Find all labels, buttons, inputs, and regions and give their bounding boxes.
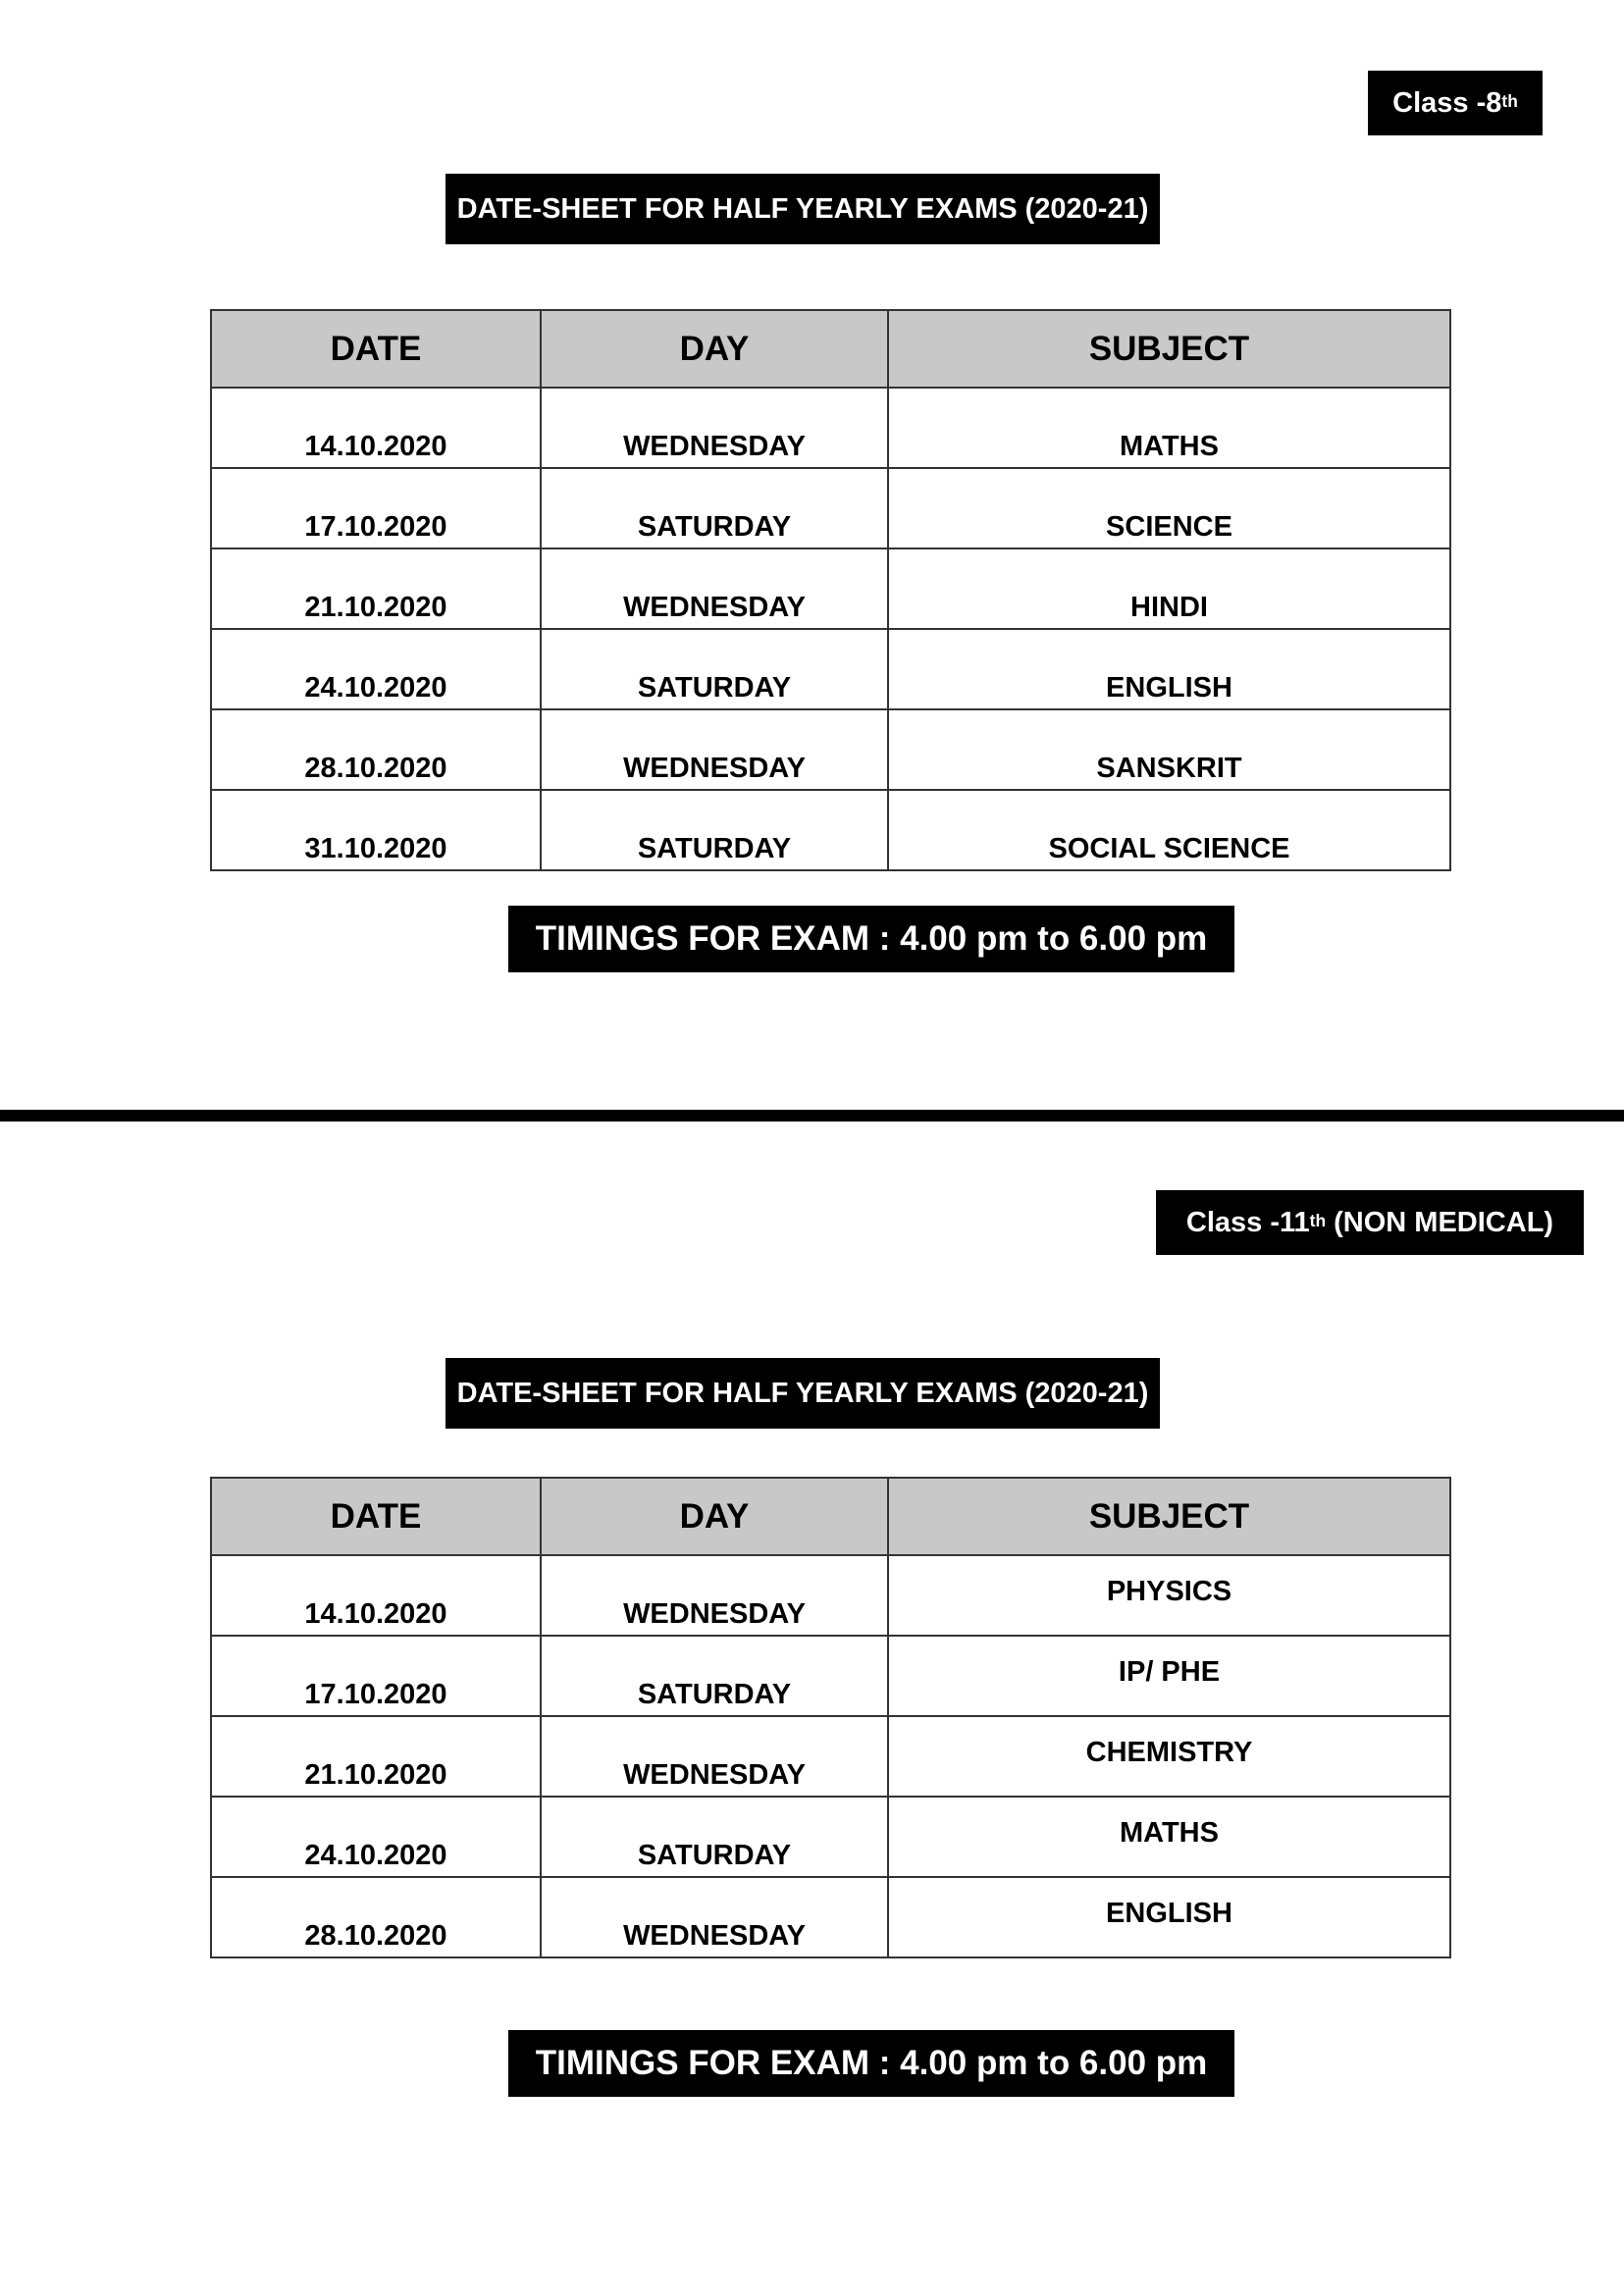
datesheet-table-class-11 bbox=[210, 1477, 1451, 1958]
header-day: DAY bbox=[541, 310, 888, 388]
cell-date: 24.10.2020 bbox=[211, 629, 541, 709]
cell-subject: SCIENCE bbox=[888, 468, 1450, 548]
exam-timings: TIMINGS FOR EXAM : 4.00 pm to 6.00 pm bbox=[508, 2030, 1234, 2097]
header-day: DAY bbox=[541, 1478, 888, 1555]
table-row bbox=[211, 1797, 1450, 1877]
table-row bbox=[211, 468, 1450, 548]
table-header-row bbox=[211, 1478, 1450, 1555]
datesheet-table-class-8 bbox=[210, 309, 1451, 871]
class-superscript: th bbox=[1501, 90, 1518, 111]
class-label: Class -8 bbox=[1392, 86, 1502, 119]
cell-subject: MATHS bbox=[888, 1797, 1450, 1877]
exam-timings: TIMINGS FOR EXAM : 4.00 pm to 6.00 pm bbox=[508, 906, 1234, 972]
table-row bbox=[211, 548, 1450, 629]
cell-date: 17.10.2020 bbox=[211, 1636, 541, 1716]
cell-day: WEDNESDAY bbox=[541, 1877, 888, 1957]
table-row bbox=[211, 709, 1450, 790]
cell-subject: ENGLISH bbox=[888, 1877, 1450, 1957]
header-date: DATE bbox=[211, 310, 541, 388]
table-row bbox=[211, 1555, 1450, 1636]
cell-date: 31.10.2020 bbox=[211, 790, 541, 870]
cell-date: 28.10.2020 bbox=[211, 709, 541, 790]
cell-subject: SOCIAL SCIENCE bbox=[888, 790, 1450, 870]
cell-day: SATURDAY bbox=[541, 790, 888, 870]
cell-subject: IP/ PHE bbox=[888, 1636, 1450, 1716]
section-divider bbox=[0, 1110, 1624, 1121]
table-row bbox=[211, 1636, 1450, 1716]
cell-date: 17.10.2020 bbox=[211, 468, 541, 548]
class-suffix: (NON MEDICAL) bbox=[1326, 1206, 1554, 1238]
cell-day: WEDNESDAY bbox=[541, 1716, 888, 1797]
datesheet-title: DATE-SHEET FOR HALF YEARLY EXAMS (2020-21) bbox=[445, 1358, 1160, 1429]
class-label: Class -11 bbox=[1185, 1206, 1310, 1238]
cell-subject: CHEMISTRY bbox=[888, 1716, 1450, 1797]
cell-subject: ENGLISH bbox=[888, 629, 1450, 709]
cell-subject: PHYSICS bbox=[888, 1555, 1450, 1636]
class-superscript: th bbox=[1309, 1210, 1327, 1230]
cell-date: 14.10.2020 bbox=[211, 1555, 541, 1636]
cell-date: 28.10.2020 bbox=[211, 1877, 541, 1957]
table-row bbox=[211, 1716, 1450, 1797]
cell-date: 14.10.2020 bbox=[211, 388, 541, 468]
header-date: DATE bbox=[211, 1478, 541, 1555]
cell-date: 21.10.2020 bbox=[211, 1716, 541, 1797]
table-header-row bbox=[211, 310, 1450, 388]
cell-date: 24.10.2020 bbox=[211, 1797, 541, 1877]
cell-subject: HINDI bbox=[888, 548, 1450, 629]
table-row bbox=[211, 388, 1450, 468]
cell-subject: MATHS bbox=[888, 388, 1450, 468]
cell-day: WEDNESDAY bbox=[541, 388, 888, 468]
class-8-badge bbox=[1368, 71, 1543, 135]
datesheet-title: DATE-SHEET FOR HALF YEARLY EXAMS (2020-21) bbox=[445, 174, 1160, 244]
cell-day: WEDNESDAY bbox=[541, 548, 888, 629]
header-subject: SUBJECT bbox=[888, 310, 1450, 388]
cell-day: SATURDAY bbox=[541, 1797, 888, 1877]
class-11-badge bbox=[1156, 1190, 1584, 1255]
cell-day: WEDNESDAY bbox=[541, 709, 888, 790]
cell-day: SATURDAY bbox=[541, 468, 888, 548]
cell-date: 21.10.2020 bbox=[211, 548, 541, 629]
table-row bbox=[211, 629, 1450, 709]
table-row bbox=[211, 790, 1450, 870]
cell-day: WEDNESDAY bbox=[541, 1555, 888, 1636]
cell-day: SATURDAY bbox=[541, 1636, 888, 1716]
table-row bbox=[211, 1877, 1450, 1957]
header-subject: SUBJECT bbox=[888, 1478, 1450, 1555]
cell-subject: SANSKRIT bbox=[888, 709, 1450, 790]
cell-day: SATURDAY bbox=[541, 629, 888, 709]
